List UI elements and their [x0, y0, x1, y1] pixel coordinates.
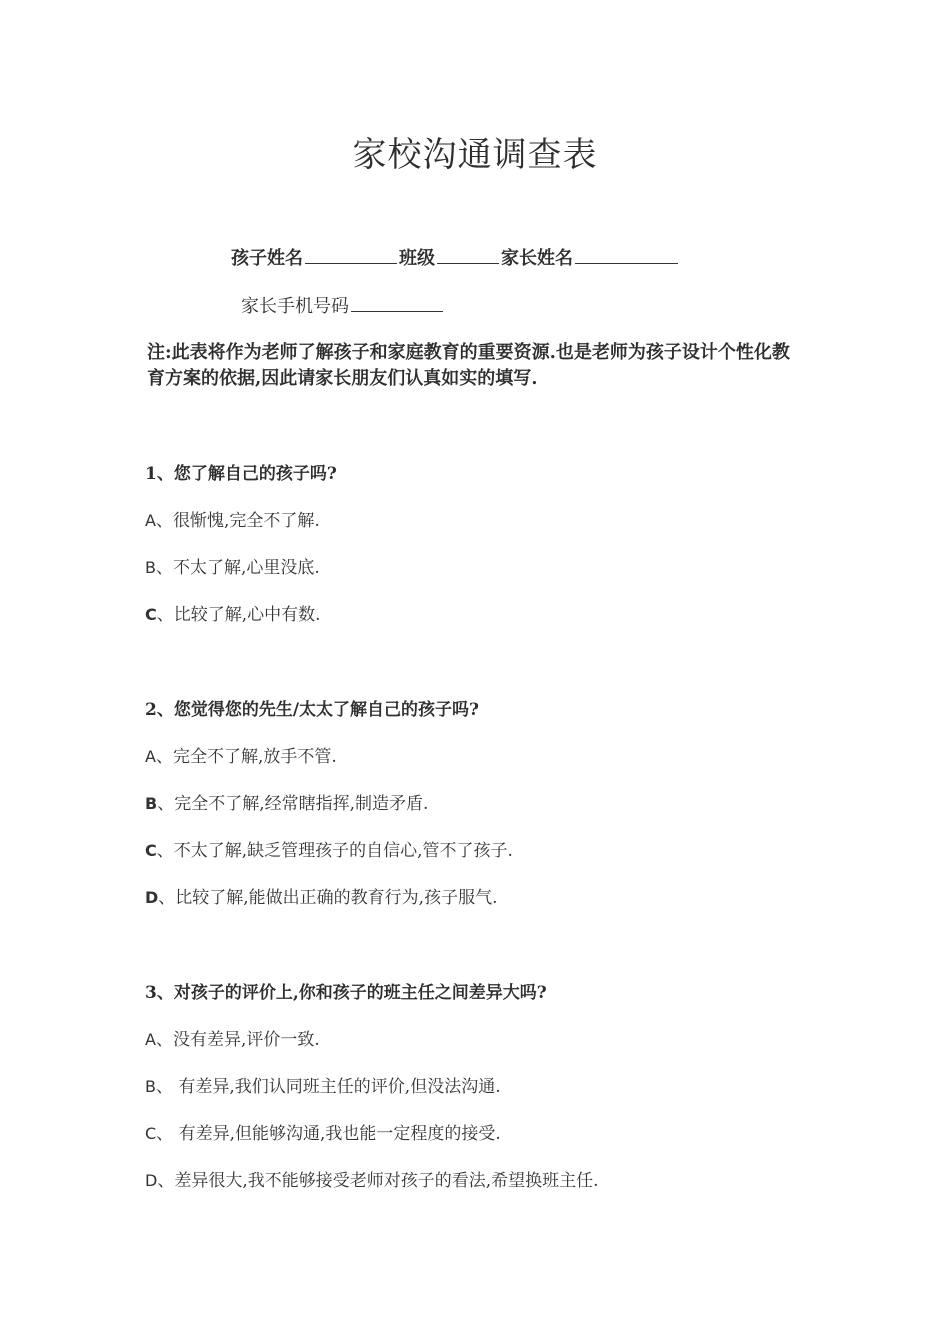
option-text: 、没有差异,评价一致. [155, 1030, 320, 1050]
option-letter: C [145, 1124, 157, 1143]
question-2-option-a[interactable] [145, 742, 337, 767]
option-letter: B [145, 558, 156, 577]
option-text: 、比较了解,心中有数. [156, 605, 321, 625]
question-2-option-b[interactable] [145, 789, 428, 814]
parent-name-label: 家长姓名 [501, 248, 573, 269]
info-row-phone [241, 292, 445, 318]
question-3-option-c[interactable] [145, 1119, 501, 1144]
question-3: 3、对孩子的评价上,你和孩子的班主任之间差异大吗? [145, 983, 547, 1003]
option-text: 、 有差异,我们认同班主任的评价,但没法沟通. [155, 1077, 501, 1097]
option-text: 、完全不了解,经常瞎指挥,制造矛盾. [157, 794, 429, 814]
option-text: 、完全不了解,放手不管. [155, 747, 337, 767]
option-letter: C [145, 605, 157, 624]
question-1-option-c[interactable] [145, 600, 321, 625]
question-2-option-d[interactable] [145, 883, 498, 908]
question-1: 1、您了解自己的孩子吗? [145, 464, 337, 484]
class-label: 班级 [399, 248, 435, 269]
option-letter: D [145, 1171, 158, 1190]
option-text: 、 有差异,但能够沟通,我也能一定程度的接受. [156, 1124, 501, 1144]
option-letter: A [145, 511, 156, 530]
option-text: 、不太了解,心里没底. [155, 558, 320, 578]
option-text: 、差异很大,我不能够接受老师对孩子的看法,希望换班主任. [157, 1171, 599, 1191]
option-letter: C [145, 841, 157, 860]
question-2: 2、您觉得您的先生/太太了解自己的孩子吗? [145, 700, 479, 720]
child-name-label: 孩子姓名 [231, 248, 303, 269]
option-letter: D [145, 888, 159, 907]
child-name-field[interactable] [305, 245, 397, 264]
note-text: 注:此表将作为老师了解孩子和家庭教育的重要资源.也是老师为孩子设计个性化教育方案的依据,因此请家长朋友们认真如实的填写. [147, 342, 790, 389]
question-1-option-b[interactable] [145, 553, 320, 578]
phone-field[interactable] [351, 293, 443, 312]
class-field[interactable] [437, 245, 499, 264]
option-letter: A [145, 1030, 156, 1049]
parent-name-field[interactable] [575, 245, 678, 264]
question-3-option-a[interactable] [145, 1025, 320, 1050]
option-text: 、不太了解,缺乏管理孩子的自信心,管不了孩子. [156, 841, 513, 861]
option-letter: A [145, 747, 156, 766]
question-1-option-a[interactable] [145, 506, 320, 531]
option-text: 、很惭愧,完全不了解. [155, 511, 320, 531]
question-3-option-d[interactable] [145, 1166, 599, 1191]
option-text: 、比较了解,能做出正确的教育行为,孩子服气. [158, 888, 498, 908]
option-letter: B [145, 1077, 156, 1096]
page-title: 家校沟通调查表 [352, 135, 598, 175]
phone-label: 家长手机号码 [241, 296, 349, 317]
info-row-names [231, 244, 680, 270]
question-3-option-b[interactable] [145, 1072, 501, 1097]
question-2-option-c[interactable] [145, 836, 513, 861]
option-letter: B [145, 794, 158, 813]
